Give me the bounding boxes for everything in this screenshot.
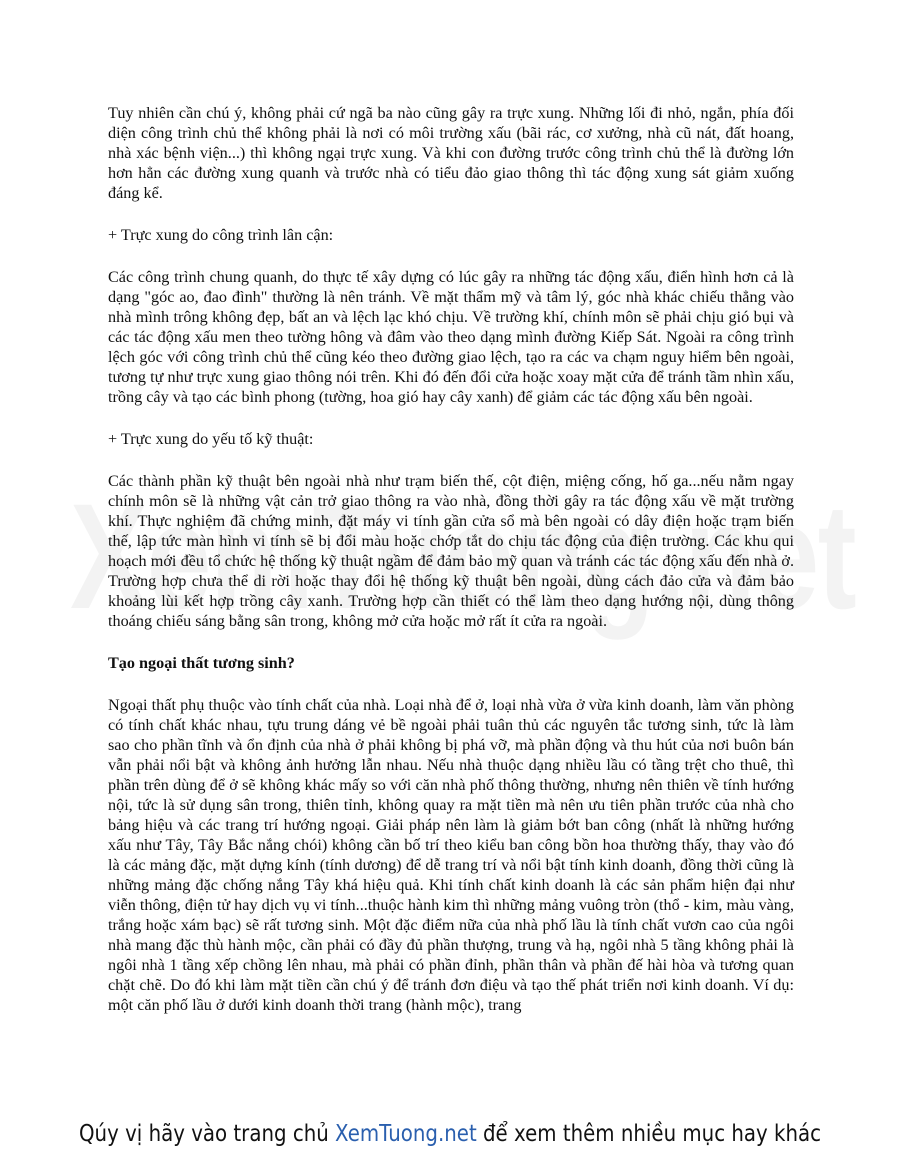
footer-prefix: Qúy vị hãy vào trang chủ xyxy=(78,1121,336,1147)
paragraph-subheading: + Trực xung do công trình lân cận: xyxy=(108,226,334,244)
section-heading: Tạo ngoại thất tương sinh? xyxy=(108,654,295,672)
paragraph: Các công trình chung quanh, do thực tế xây dựng có lúc gây ra những tác động xấu, điển hình hơn cả là dạng "góc ao, đao đình" thường là nên tránh. Về mặt thẩm mỹ và tâm lý, góc nhà khác chiếu thẳng vào nhà mình trông không đẹp, bất an và lệch lạc khó chịu. Về trường khí, chính môn sẽ phải chịu gió bụi và các tác động xấu men theo tường hông và đâm vào theo dạng mình đường Kiếp Sát. Ngoài ra công trình lệch góc với công trình chủ thể cũng kéo theo đường giao lệch, tạo ra các va chạm nguy hiểm bên ngoài, tương tự như trực xung giao thông nói trên. Khi đó đến đổi cửa hoặc xoay mặt cửa để tránh tầm nhìn xấu, trồng cây và tạo các bình phong (tường, hoa gió hay cây xanh) để giảm các tác động xấu bên ngoài. xyxy=(108,268,794,406)
paragraph: Ngoại thất phụ thuộc vào tính chất của nhà. Loại nhà để ở, loại nhà vừa ở vừa kinh doanh, làm văn phòng có tính chất khác nhau, tựu trung dáng vẻ bề ngoài phải tuân thủ các nguyên tắc tương sinh, tức là làm sao cho phần tĩnh và ổn định của nhà ở phải không bị phá vỡ, mà phần động và thu hút của nơi buôn bán vẫn phải nổi bật và không ảnh hưởng lẫn nhau. Nếu nhà thuộc dạng nhiều lầu có tầng trệt cho thuê, thì phần trên dùng để ở sẽ không khác mấy so với căn nhà phố thông thường, nhưng nên thiên về tính hướng nội, tức là sử dụng sân trong, thiên tỉnh, không quay ra mặt tiền mà nên ưu tiên phần trước của nhà cho bảng hiệu và các trang trí hướng ngoại. Giải pháp nên làm là giảm bớt ban công (nhất là những hướng xấu như Tây, Tây Bắc nắng chói) không cần bố trí theo kiểu ban công bồn hoa thường thấy, thay vào đó là các mảng đặc, mặt dựng kính (tính dương) để dễ trang trí và nổi bật tính kinh doanh, đồng thời cũng là những mảng đặc chống nắng Tây khá hiệu quả. Khi tính chất kinh doanh là các sản phẩm hiện đại như viễn thông, điện tử hay dịch vụ vi tính...thuộc hành kim thì những mảng vuông tròn (thổ - kim, màu vàng, trắng hoặc xám bạc) sẽ rất tương sinh. Một đặc điểm nữa của nhà phố lầu là tính chất vươn cao của ngôi nhà mang đặc thù hành mộc, cần phải có đầy đủ phần thượng, trung và hạ, ngôi nhà 5 tầng không phải là ngôi nhà 1 tầng xếp chồng lên nhau, mà phải có phần đỉnh, phần thân và phần đế hài hòa và tương quan chặt chẽ. Do đó khi làm mặt tiền cần chú ý để tránh đơn điệu và tạo thế phát triển nơi kinh doanh. Ví dụ: một căn phố lầu ở dưới kinh doanh thời trang (hành mộc), trang xyxy=(108,696,794,1014)
footer-banner xyxy=(63,1121,837,1147)
paragraph-subheading: + Trực xung do yếu tố kỹ thuật: xyxy=(108,430,314,448)
paragraph: Các thành phần kỹ thuật bên ngoài nhà như trạm biến thế, cột điện, miệng cống, hố ga...nếu nằm ngay chính môn sẽ là những vật cản trở giao thông ra vào nhà, đồng thời gây ra tác động xấu về mặt trường khí. Thực nghiệm đã chứng minh, đặt máy vi tính gần cửa sổ mà bên ngoài có dây điện hoặc trạm biến thế, lập tức màn hình vi tính sẽ bị đổi màu hoặc chớp tắt do chịu tác động của điện trường. Các khu qui hoạch mới đều tổ chức hệ thống kỹ thuật ngầm để đảm bảo mỹ quan và tránh các tác động xấu đến nhà ở. Trường hợp chưa thể di rời hoặc thay đổi hệ thống kỹ thuật bên ngoài, dùng cách đảo cửa và đảm bảo khoảng lùi kết hợp trồng cây xanh. Trường hợp cần thiết có thể làm theo dạng hướng nội, dùng thông thoáng chiếu sáng bằng sân trong, không mở cửa hoặc mở rất ít cửa ra ngoài. xyxy=(108,472,794,630)
document-body xyxy=(108,103,794,1037)
footer-site-link[interactable]: XemTuong.net xyxy=(335,1121,477,1147)
paragraph: Tuy nhiên cần chú ý, không phải cứ ngã ba nào cũng gây ra trực xung. Những lối đi nhỏ, ngắn, phía đối diện công trình chủ thể không phải là nơi có môi trường xấu (bãi rác, cơ xưởng, nhà cũ nát, đất hoang, nhà xác bệnh viện...) thì không ngại trực xung. Và khi con đường trước công trình chủ thể là đường lớn hơn hẳn các đường xung quanh và trước nhà có tiểu đảo giao thông thì tác động xung sát giảm xuống đáng kể. xyxy=(108,104,794,202)
footer-suffix: để xem thêm nhiều mục hay khác xyxy=(476,1121,822,1147)
